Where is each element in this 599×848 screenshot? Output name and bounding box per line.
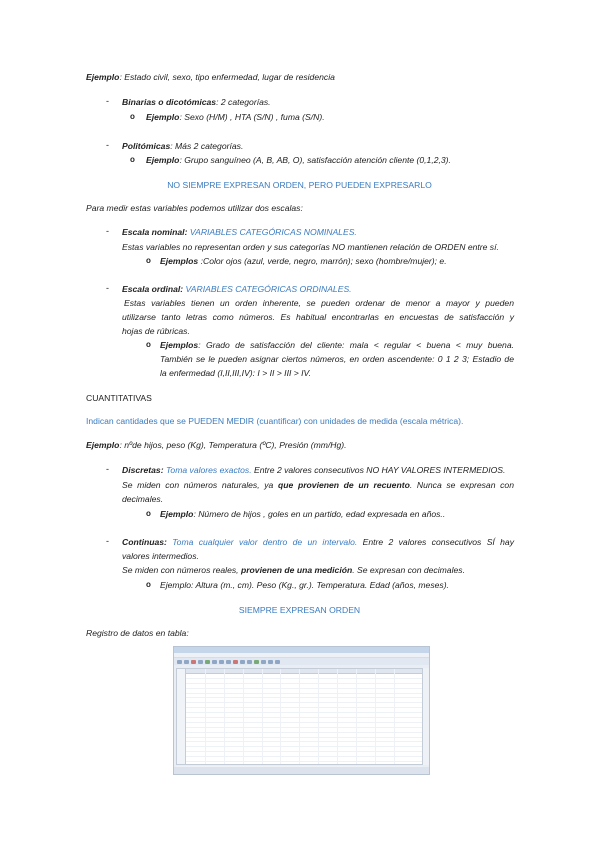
circle-bullet-icon: o xyxy=(146,509,151,518)
circle-bullet-icon: o xyxy=(130,155,135,164)
nominal-desc: Estas variables no representan orden y sus categorías NO mantienen relación de ORDEN entre sí. xyxy=(122,242,499,252)
cuantitativas-example: Ejemplo: nºde hijos, peso (Kg), Temperatura (ºC), Presión (mm/Hg). xyxy=(86,440,347,450)
dash-bullet: - xyxy=(106,283,109,293)
circle-bullet-icon: o xyxy=(146,256,151,265)
data-table-screenshot xyxy=(173,646,430,775)
heading-orden: NO SIEMPRE EXPRESAN ORDEN, PERO PUEDEN EXPRESARLO xyxy=(167,180,432,190)
ordinal-example-1: Ejemplos: Grado de satisfacción del cliente: mala < regular < buena < muy buena. xyxy=(160,340,514,350)
binarias-example: Ejemplo: Sexo (H/M) , HTA (S/N) , fuma (S/N). xyxy=(146,112,325,122)
dash-bullet: - xyxy=(106,140,109,150)
dash-bullet: - xyxy=(106,536,109,546)
ordinal-example-2: También se le pueden asignar ciertos números, en orden ascendente: 0 1 2 3; Estadio de xyxy=(160,354,514,364)
circle-bullet-icon: o xyxy=(146,580,151,589)
continuas-line: Continuas: Toma cualquier valor dentro de un intervalo. Entre 2 valores consecutivos SÍ hay xyxy=(122,537,515,547)
dash-bullet: - xyxy=(106,96,109,106)
continuas-example: Ejemplo: Altura (m., cm). Peso (Kg., gr.). Temperatura. Edad (años, meses). xyxy=(160,580,449,590)
cuantitativas-heading: CUANTITATIVAS xyxy=(86,393,152,403)
nominal-line: Escala nominal: VARIABLES CATEGÓRICAS NOMINALES. xyxy=(122,227,357,237)
continuas-line-2: valores intermedios. xyxy=(122,551,199,561)
politomicas-line: Politómicas: Más 2 categorías. xyxy=(122,141,244,151)
nominal-example: Ejemplos :Color ojos (azul, verde, negro, marrón); sexo (hombre/mujer); e. xyxy=(160,256,447,266)
ordinal-example-3: la enfermedad (I,II,III,IV): I > II > III > IV. xyxy=(160,368,312,378)
ordinal-desc-2: utilizarse tanto letras como números. Es habitual encontrarlas en encuestas de satisfacción y xyxy=(122,312,514,322)
example-line: Ejemplo: Estado civil, sexo, tipo enfermedad, lugar de residencia xyxy=(86,72,335,82)
screenshot-toolbar xyxy=(174,658,429,665)
escalas-intro: Para medir estas variables podemos utilizar dos escalas: xyxy=(86,203,303,213)
screenshot-grid xyxy=(176,668,423,765)
discretas-line-3: decimales. xyxy=(122,494,164,504)
heading-siempre: SIEMPRE EXPRESAN ORDEN xyxy=(238,605,361,615)
dash-bullet: - xyxy=(106,464,109,474)
dash-bullet: - xyxy=(106,226,109,236)
continuas-line-3: Se miden con números reales, provienen de una medición. Se expresan con decimales. xyxy=(122,565,465,575)
ordinal-line: Escala ordinal: VARIABLES CATEGÓRICAS ORDINALES. xyxy=(122,284,352,294)
registro-label: Registro de datos en tabla: xyxy=(86,628,189,638)
discretas-example: Ejemplo: Número de hijos , goles en un partido, edad expresada en años.. xyxy=(160,509,446,519)
binarias-line: Binarias o dicotómicas: 2 categorías. xyxy=(122,97,271,107)
screenshot-scrollbar xyxy=(423,668,429,765)
circle-bullet-icon: o xyxy=(130,112,135,121)
discretas-line: Discretas: Toma valores exactos. Entre 2 valores consecutivos NO HAY VALORES INTERMEDIOS. xyxy=(122,465,506,475)
cuantitativas-intro: Indican cantidades que se PUEDEN MEDIR (cuantificar) con unidades de medida (escala métrica). xyxy=(86,416,464,426)
discretas-line-2: Se miden con números naturales, ya que provienen de un recuento. Nunca se expresan con xyxy=(122,480,514,490)
ordinal-desc-3: hojas de rúbricas. xyxy=(122,326,190,336)
screenshot-statusbar xyxy=(174,767,429,774)
politomicas-example: Ejemplo: Grupo sanguíneo (A, B, AB, O), satisfacción atención cliente (0,1,2,3). xyxy=(146,155,451,165)
circle-bullet-icon: o xyxy=(146,340,151,349)
ordinal-desc-1: Estas variables tienen un orden inherente, se pueden ordenar de menor a mayor y pueden xyxy=(124,298,514,308)
